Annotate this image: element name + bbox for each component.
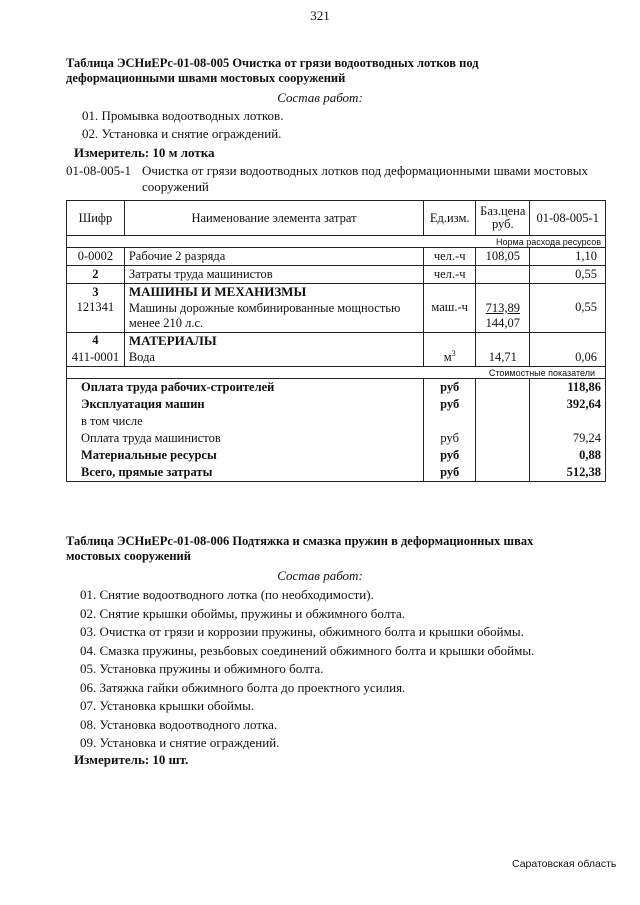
cost-unit: руб: [424, 379, 476, 396]
empty-cell: [476, 332, 530, 349]
table1-meter: Измеритель: 10 м лотка: [74, 145, 215, 160]
row-norm: 0,06: [530, 349, 606, 367]
row-price-line1: 713,89: [485, 300, 520, 315]
row-unit: чел.-ч: [424, 248, 476, 266]
empty-cell: [476, 284, 530, 301]
cost-name: Всего, прямые затраты: [67, 464, 424, 482]
cost-name: в том числе: [67, 413, 424, 430]
table-row: [67, 266, 606, 284]
section-row: [67, 332, 606, 349]
cost-unit: руб: [424, 464, 476, 482]
section-name: МАТЕРИАЛЫ: [124, 332, 423, 349]
cost-unit: руб: [424, 430, 476, 447]
empty-cell: [476, 447, 530, 464]
table2-title-line1: Таблица ЭСНиЕРс-01-08-006 Подтяжка и смазка пружин в деформационных швах: [66, 534, 534, 548]
row-name: Затраты труда машинистов: [124, 266, 423, 284]
norm-caption-row: [67, 236, 606, 248]
cost-caption: Стоимостные показатели: [67, 367, 606, 379]
row-norm: 0,55: [530, 300, 606, 332]
cost-value: 512,38: [530, 464, 606, 482]
row-unit: маш.-ч: [424, 300, 476, 332]
cost-value: 392,64: [530, 396, 606, 413]
table1-code-desc: [142, 163, 612, 195]
table2-title-line2: мостовых сооружений: [66, 549, 191, 563]
table1-title: [66, 56, 586, 86]
empty-cell: [476, 379, 530, 396]
row-unit: чел.-ч: [424, 266, 476, 284]
table2-works-heading: Состав работ:: [277, 568, 363, 583]
header-price-line2: руб.: [491, 217, 514, 231]
table-row: [67, 248, 606, 266]
cost-unit: руб: [424, 396, 476, 413]
header-norm: 01-08-005-1: [530, 201, 606, 236]
empty-cell: [530, 413, 606, 430]
row-code: 2: [67, 266, 125, 284]
row-price: [476, 266, 530, 284]
cost-name: Материальные ресурсы: [67, 447, 424, 464]
table2-work-item: 07. Установка крышки обоймы.: [80, 698, 255, 713]
row-norm: 0,55: [530, 266, 606, 284]
table1-works-heading: Состав работ:: [277, 90, 363, 105]
empty-cell: [530, 284, 606, 301]
header-unit: Ед.изм.: [424, 201, 476, 236]
table2-work-item: 04. Смазка пружины, резьбовых соединений обжимного болта и крышки обоймы.: [80, 642, 535, 658]
table1-work-item: 01. Промывка водоотводных лотков.: [82, 108, 284, 123]
table1-code-desc-line1: Очистка от грязи водоотводных лотков под деформационными швами мостовых: [142, 163, 588, 178]
table2-work-item: 05. Установка пружины и обжимного болта.: [80, 661, 324, 676]
cost-value: 118,86: [530, 379, 606, 396]
empty-cell: [424, 284, 476, 301]
row-name: Вода: [124, 349, 423, 367]
table2-works-list: [80, 586, 534, 753]
table2-work-item: 03. Очистка от грязи и коррозии пружины, обжимного болта и крышки обоймы.: [80, 624, 524, 639]
empty-cell: [476, 396, 530, 413]
table-row: [67, 349, 606, 367]
table2-work-item: 02. Снятие крышки обоймы, пружины и обжимного болта.: [80, 605, 406, 621]
footer-region: Саратовская область: [512, 858, 617, 870]
table2-work-item: 09. Установка и снятие ограждений.: [80, 735, 280, 750]
table2-work-item: 01. Снятие водоотводного лотка (по необходимости).: [80, 587, 374, 602]
cost-name: Оплата труда машинистов: [67, 430, 424, 447]
row-price-line2: 144,07: [485, 315, 520, 330]
page-number: 321: [310, 8, 330, 23]
row-price: 108,05: [476, 248, 530, 266]
cost-unit: руб: [424, 447, 476, 464]
table1-work-item: 02. Установка и снятие ограждений.: [82, 126, 282, 141]
cost-row: [67, 464, 606, 482]
cost-row: [67, 396, 606, 413]
table2-meter: Измеритель: 10 шт.: [74, 752, 189, 767]
row-name-line1: Машины дорожные комбинированные мощностью: [128, 300, 401, 315]
table1-title-line1: Таблица ЭСНиЕРс-01-08-005 Очистка от грязи водоотводных лотков под: [66, 56, 479, 70]
table2-title: [66, 534, 586, 564]
row-unit-sup: 3: [451, 349, 456, 359]
empty-cell: [530, 332, 606, 349]
table1-title-line2: деформационными швами мостовых сооружений: [66, 71, 346, 85]
section-name: МАШИНЫ И МЕХАНИЗМЫ: [124, 284, 423, 301]
header-name: Наименование элемента затрат: [124, 201, 423, 236]
row-price: 14,71: [476, 349, 530, 367]
row-code: 0-0002: [67, 248, 125, 266]
empty-cell: [476, 413, 530, 430]
cost-row: [67, 413, 606, 430]
section-code: 4: [67, 332, 125, 349]
norm-caption: Норма расхода ресурсов: [67, 236, 606, 248]
row-code: 411-0001: [67, 349, 125, 367]
row-norm: 1,10: [530, 248, 606, 266]
row-unit-text: м: [443, 350, 452, 365]
cost-value: 79,24: [530, 430, 606, 447]
cost-name: Оплата труда рабочих-строителей: [67, 379, 424, 396]
section-code: 3: [67, 284, 125, 301]
cost-value: 0,88: [530, 447, 606, 464]
table1-code-ref: 01-08-005-1: [66, 163, 131, 178]
cost-row: [67, 430, 606, 447]
header-price-line1: Баз.цена: [480, 204, 526, 218]
table2-work-item: 08. Установка водоотводного лотка.: [80, 716, 278, 732]
empty-cell: [424, 332, 476, 349]
cost-row: [67, 379, 606, 396]
cost-row: [67, 447, 606, 464]
cost-name: Эксплуатация машин: [67, 396, 424, 413]
resource-table: [66, 200, 606, 482]
empty-cell: [476, 464, 530, 482]
cost-caption-row: [67, 367, 606, 379]
section-row: [67, 284, 606, 301]
row-name-line2: менее 210 л.с.: [128, 315, 204, 330]
empty-cell: [424, 413, 476, 430]
row-name: [124, 300, 423, 332]
table-row: [67, 300, 606, 332]
empty-cell: [476, 430, 530, 447]
table1-code-desc-line2: сооружений: [142, 179, 209, 194]
row-price: [476, 300, 530, 332]
row-unit: [424, 349, 476, 367]
header-code: Шифр: [67, 201, 125, 236]
table-header-row: [67, 201, 606, 236]
header-price: [476, 201, 530, 236]
table2-work-item: 06. Затяжка гайки обжимного болта до проектного усилия.: [80, 679, 406, 695]
row-name: Рабочие 2 разряда: [124, 248, 423, 266]
row-code: 121341: [67, 300, 125, 332]
